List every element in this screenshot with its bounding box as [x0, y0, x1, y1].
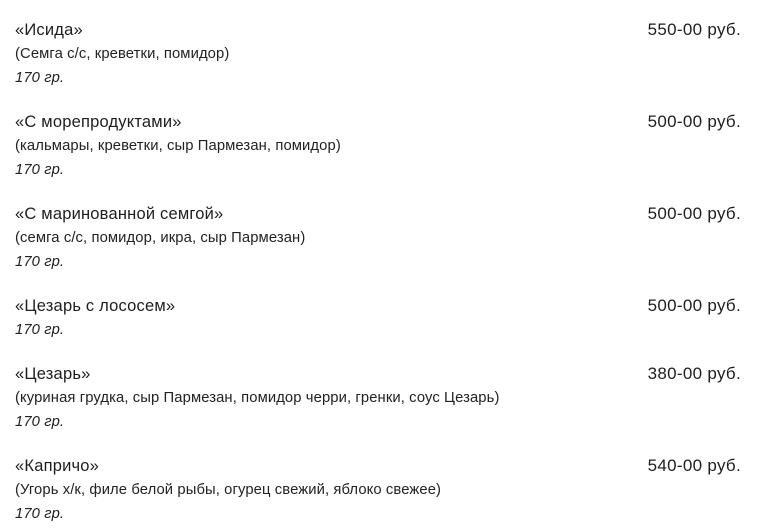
dish-description: (куриная грудка, сыр Пармезан, помидор черри, гренки, соус Цезарь)	[15, 390, 500, 406]
menu-item-header	[15, 454, 741, 478]
dish-weight: 170 гр.	[15, 414, 65, 430]
dish-title: «Исида»	[15, 21, 83, 39]
dish-price: 500-00 руб.	[647, 296, 741, 315]
dish-title: «Капричо»	[15, 457, 100, 475]
dish-price: 500-00 руб.	[647, 204, 741, 223]
dish-title: «Цезарь»	[15, 365, 91, 383]
menu-item-cezar-s-lososem	[15, 294, 741, 342]
dish-description: (Угорь х/к, филе белой рыбы, огурец свежий, яблоко свежее)	[15, 482, 442, 498]
dish-weight: 170 гр.	[15, 254, 65, 270]
menu-item-s-marinovannoy-semgoy	[15, 202, 741, 274]
menu-item-isida	[15, 18, 741, 90]
dish-description: (семга с/с, помидор, икра, сыр Пармезан)	[15, 230, 306, 246]
dish-title: «С морепродуктами»	[15, 113, 182, 131]
menu-item-header	[15, 202, 741, 226]
menu-item-header	[15, 294, 741, 318]
dish-price: 380-00 руб.	[647, 364, 741, 383]
dish-weight: 170 гр.	[15, 506, 65, 522]
dish-title: «Цезарь с лососем»	[15, 297, 176, 315]
dish-price: 540-00 руб.	[647, 456, 741, 475]
menu-item-s-moreproduktami	[15, 110, 741, 182]
dish-weight: 170 гр.	[15, 322, 65, 338]
dish-description: (кальмары, креветки, сыр Пармезан, помидор)	[15, 138, 341, 154]
menu-item-header	[15, 110, 741, 134]
dish-weight: 170 гр.	[15, 70, 65, 86]
dish-price: 550-00 руб.	[647, 20, 741, 39]
menu-item-header	[15, 362, 741, 386]
dish-description: (Семга с/с, креветки, помидор)	[15, 46, 230, 62]
dish-title: «С маринованной семгой»	[15, 205, 224, 223]
menu-item-kapricho	[15, 454, 741, 526]
dish-weight: 170 гр.	[15, 162, 65, 178]
dish-price: 500-00 руб.	[647, 112, 741, 131]
menu-item-header	[15, 18, 741, 42]
menu-item-cezar	[15, 362, 741, 434]
